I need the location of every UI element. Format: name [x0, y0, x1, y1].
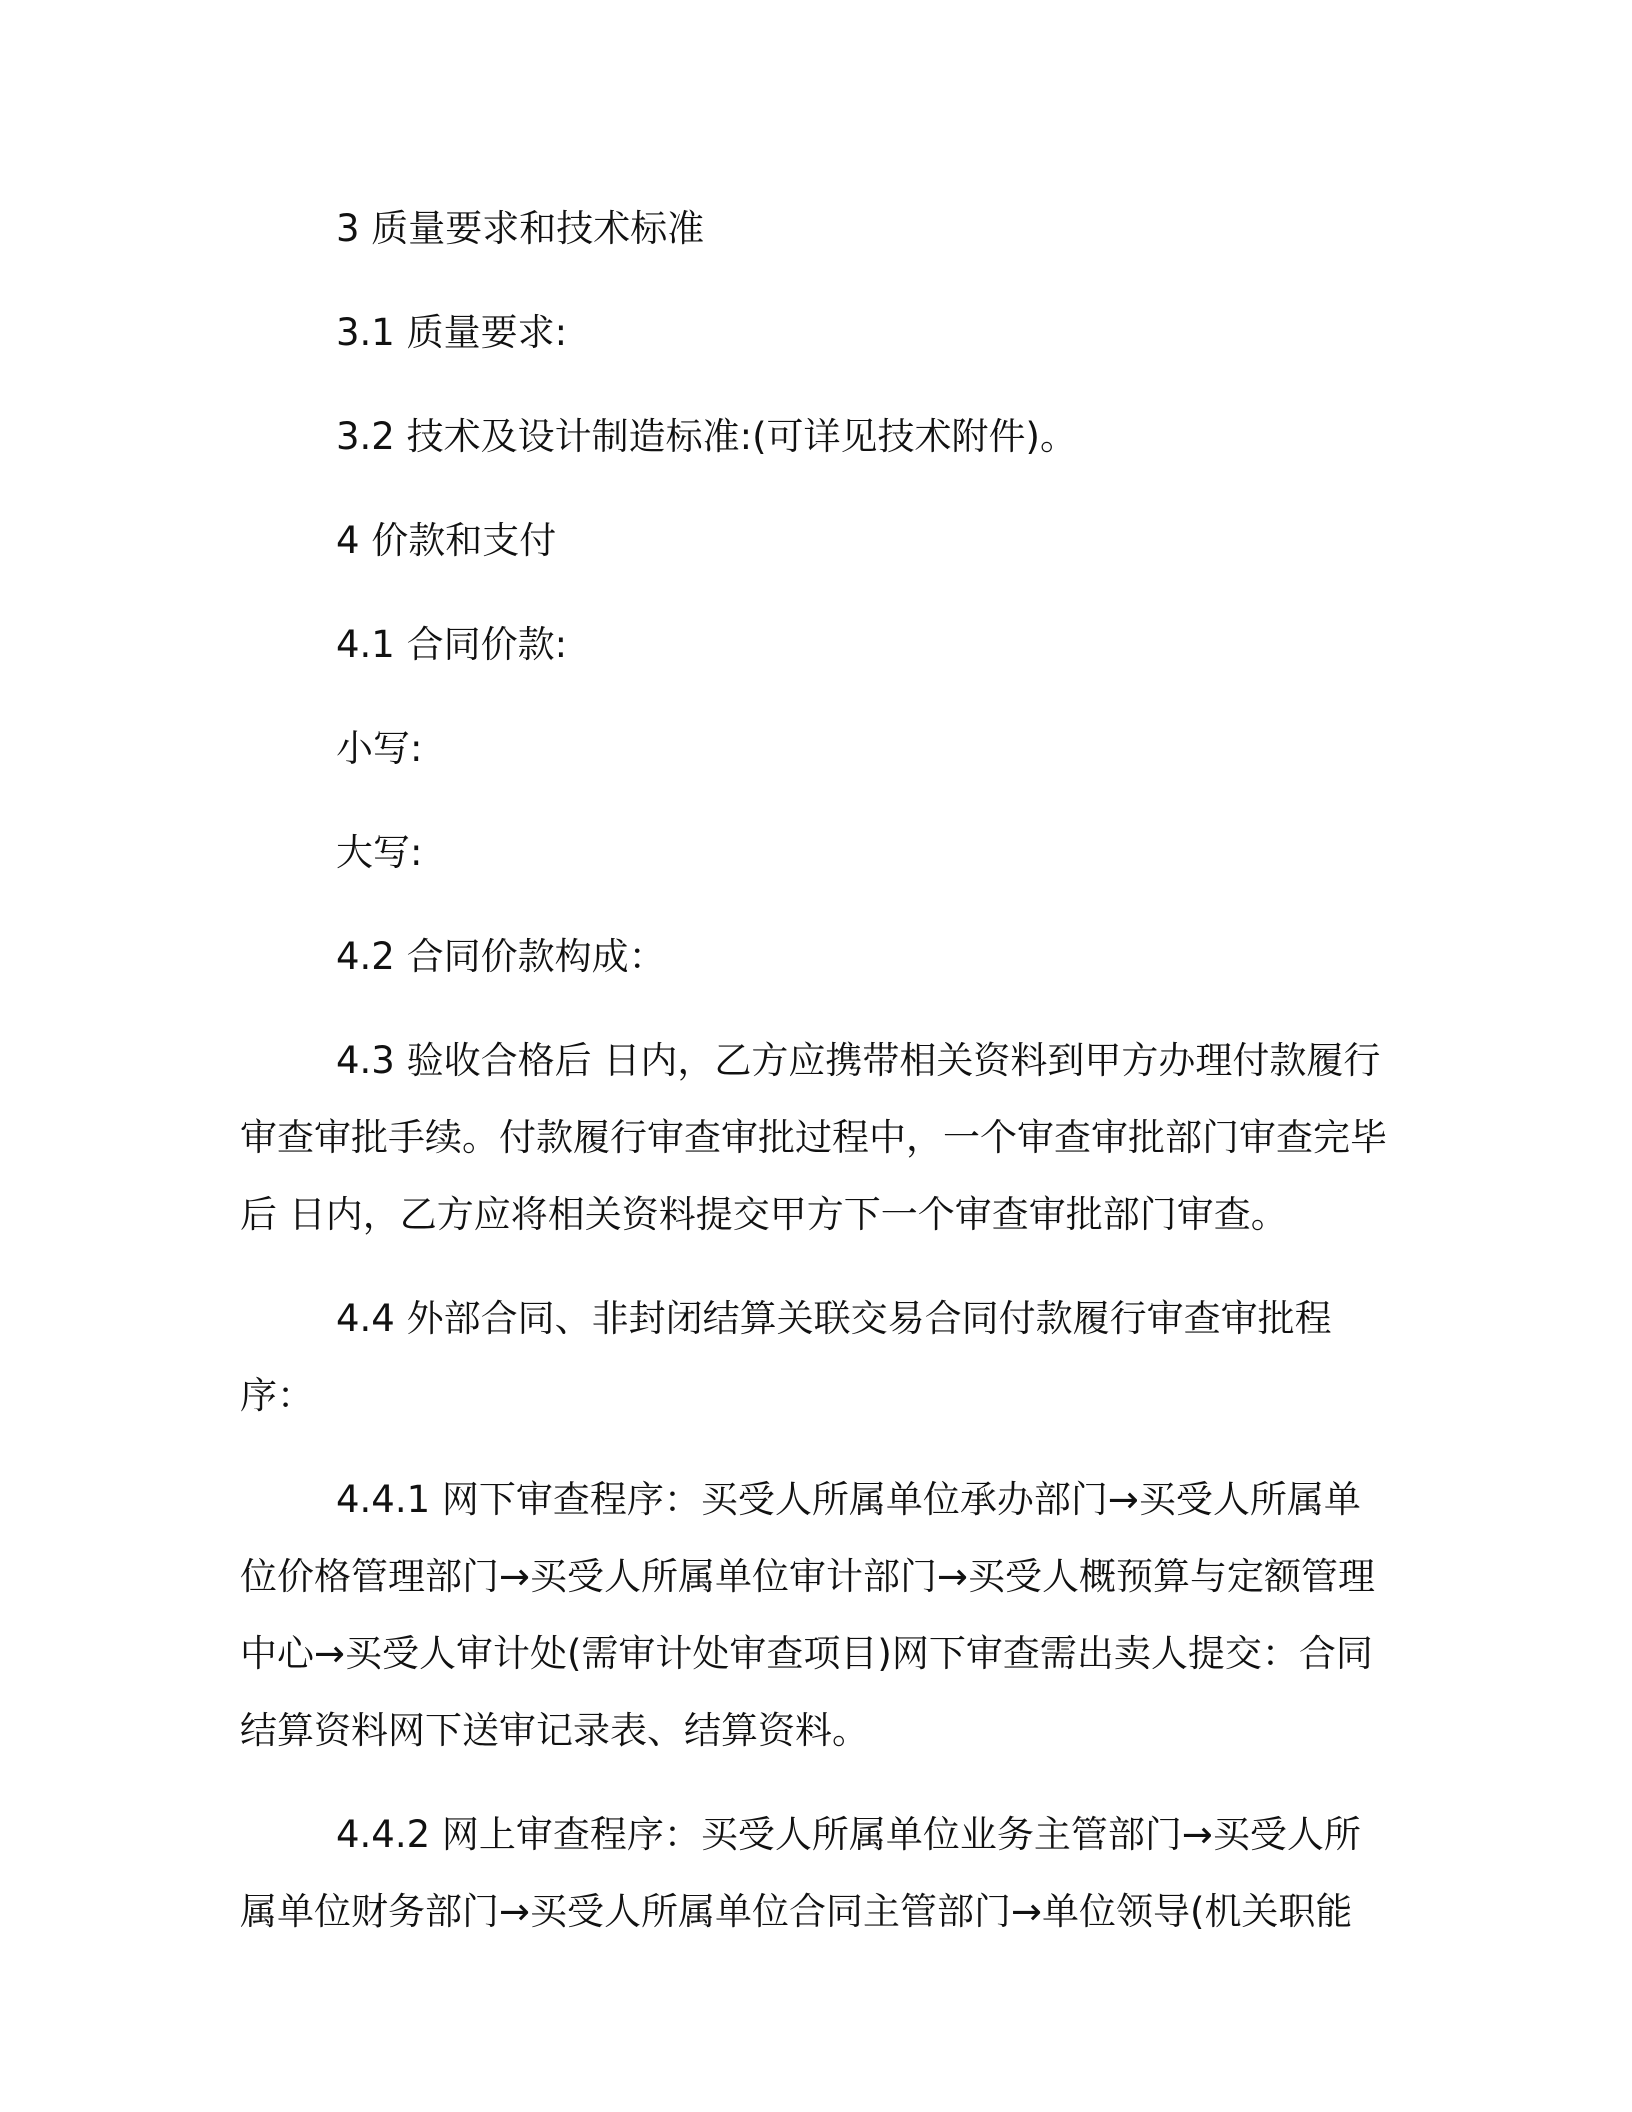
clause-4-2-price-composition: 4.2 合同价款构成： — [336, 935, 666, 978]
document-body — [240, 190, 1392, 1977]
section-4-heading: 4 价款和支付 — [336, 519, 557, 562]
price-lowercase-line: 小写: — [336, 727, 423, 770]
clause-4-3-payment-review: 4.3 验收合格后 日内，乙方应携带相关资料到甲方办理付款履行审查审批手续。付款履行审查审批过程中，一个审查审批部门审查完毕后 日内，乙方应将相关资料提交甲方下一个审查审批部门审查。 — [240, 1039, 1387, 1236]
clause-4-4-payment-procedure: 4.4 外部合同、非封闭结算关联交易合同付款履行审查审批程序： — [240, 1297, 1332, 1417]
clause-4-1-contract-price: 4.1 合同价款: — [336, 623, 568, 666]
clause-4-4-2-online-review: 4.4.2 网上审查程序：买受人所属单位业务主管部门→买受人所属单位财务部门→买受人所属单位合同主管部门→单位领导(机关职能 — [240, 1813, 1361, 1933]
price-uppercase-line: 大写: — [336, 831, 423, 874]
clause-3-2-technical-standards: 3.2 技术及设计制造标准:(可详见技术附件)。 — [336, 415, 1077, 458]
section-3-heading: 3 质量要求和技术标准 — [336, 207, 705, 250]
clause-3-1-quality-requirements: 3.1 质量要求: — [336, 311, 568, 354]
clause-4-4-1-offline-review: 4.4.1 网下审查程序：买受人所属单位承办部门→买受人所属单位价格管理部门→买受人所属单位审计部门→买受人概预算与定额管理中心→买受人审计处(需审计处审查项目)网下审查需出卖人提交：合同结算资料网下送审记录表、结算资料。 — [240, 1478, 1376, 1752]
